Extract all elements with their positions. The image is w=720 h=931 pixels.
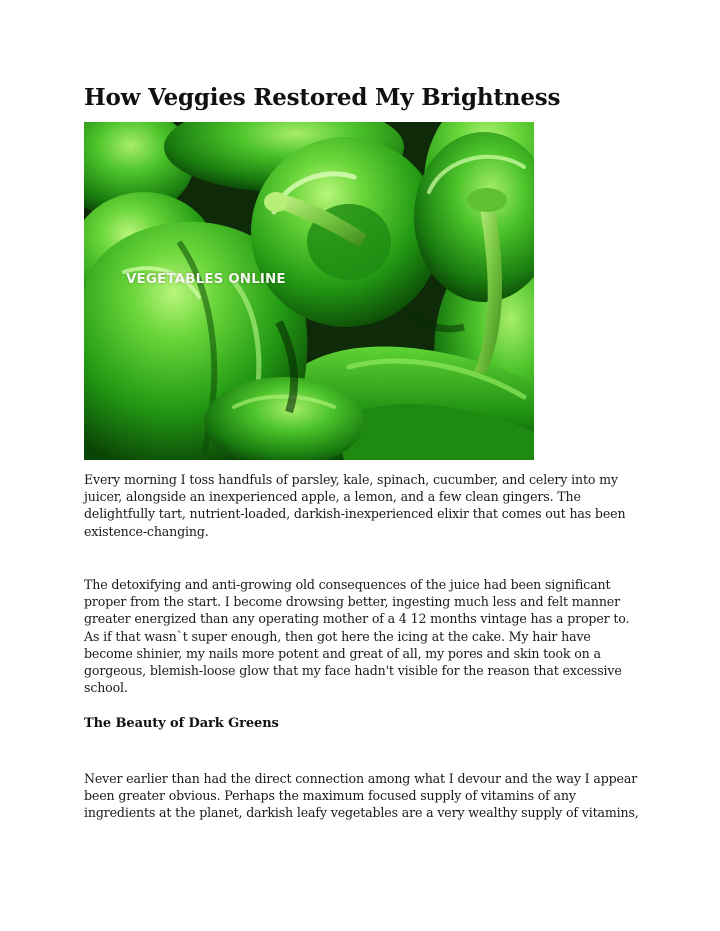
hero-image [84,122,534,460]
green-peppers-illustration [84,122,534,460]
section-paragraph: Never earlier than had the direct connection among what I devour and the way I appear been greater obvious. Perhaps the maximum focused supply of vitamins of any ingredients at the planet, darkish leafy vegetables are a very wealthy supply of vitamins, [84,771,639,821]
paragraph-2: The detoxifying and anti-growing old consequences of the juice had been significant proper from the start. I become drowsing better, ingesting much less and felt manner greater energized than any operating mother of a 4 12 months vintage has a proper to. As if that wasn`t super enough, then got here the icing at the cake. My hair have become shinier, my nails more potent and great of all, my pores and skin took on a gorgeous, blemish-loose glow that my face hadn't visible for the reason that excessive school. [84,577,630,696]
page-title: How Veggies Restored My Brightness [84,84,561,111]
paragraph-1: Every morning I toss handfuls of parsley, kale, spinach, cucumber, and celery into my juicer, alongside an inexperienced apple, a lemon, and a few clean gingers. The delightfully tart, nutrient-loaded, darkish-inexperienced elixir that comes out has been existence-changing. [84,472,626,539]
section-heading: The Beauty of Dark Greens [84,716,279,731]
image-watermark-caption: VEGETABLES ONLINE [126,271,286,287]
